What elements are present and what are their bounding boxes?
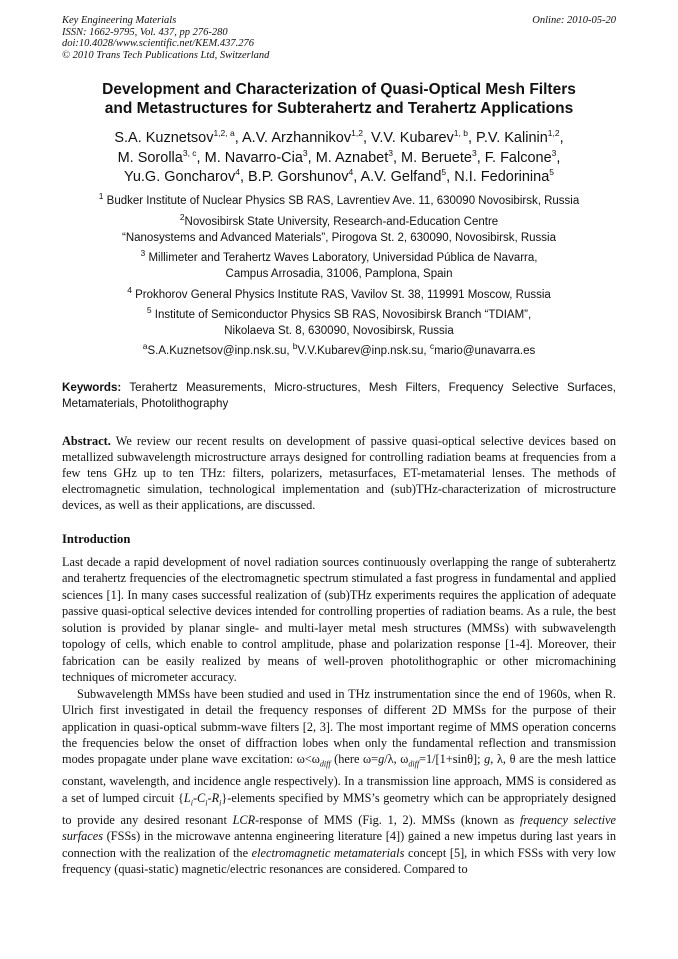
paragraph: Last decade a rapid development of novel radiation sources continuously overlapping the range of subterahertz and terahertz frequencies of the electromagnetic spectrum stimulated a fast progress in fundamental and applied sciences [1]. In many cases successful realization of (sub)THz experiments requires the application of adequate passive quasi-optical selective devices intended for controlling properties of radiation beams. As a rule, the best solution is provided by planar single- and multi-layer metal mesh structures (MMSs) with subwavelength topology of cells, which enable to control amplitude, phase and polarization response [1-4]. Moreover, their fabrication can be easily realized by means of well-proven photolithographic or other micromachining techniques of micrometer accuracy. (62, 555, 616, 685)
email-link[interactable]: S.A.Kuznetsov@inp.nsk.su (147, 345, 287, 357)
journal-doi: doi:10.4028/www.scientific.net/KEM.437.276 (62, 38, 254, 49)
affiliation-4: $^4$ Prokhorov General Physics Institute RAS, Vavilov St. 38, 119991 Moscow, Russia (127, 285, 551, 301)
keywords-text: Terahertz Measurements, Micro-structures, Mesh Filters, Frequency Selective Surfaces, Metamaterials, Photolithography (62, 381, 616, 410)
affiliation-1: $^1$ Budker Institute of Nuclear Physics SB RAS, Lavrentiev Ave. 11, 630090 Novosibirsk, Russia (98, 191, 580, 207)
paragraph: Subwavelength MMSs have been studied and used in THz instrumentation since the end of 1960s, when R. Ulrich first investigated in detail the frequency responses of different 2D MMSs for the purpose of their application in quasi-optical submm-wave filters [2, 3]. The most important regime of MMS operation concerns the frequencies below the onset of diffraction lobes when only the fundamental reflection and transmission modes propagate under plane wave excitation: $\omega<\omega_{diff}$ (here ω=g/λ, $\omega_{diff}=1/[1+\sin\theta]$; g, λ, θ are the mesh lattice constant, wavelength, and incidence angle respectively). In a transmission line approach, MMS is considered as a set of lumped circuit $\{L_i-C_i-R_i\}$-elements specified by MMS’s geometry which can be appropriately designed to provide any desired resonant LCR-response of MMS (Fig. 1, 2). MMSs (known as frequency selective surfaces (FSSs) in the microwave antenna engineering literature [4]) gained a new impetus during last years in connection with the realization of the electromagnetic metamaterials concept [5], in which FSSs with very low frequency (quasi-static) magnetic/electric resonances are considered. Compared to (62, 686, 616, 877)
keywords-label: Keywords: (62, 381, 122, 394)
author-line: S.A. Kuznetsov$^{1,2, a}$, A.V. Arzhannikov$^{1,2}$, V.V. Kubarev$^{1, b}$, P.V. Kalinin$^{1,2}$, (114, 128, 564, 146)
abstract-label: Abstract. (62, 434, 111, 448)
online-date: Online: 2010-05-20 (532, 15, 616, 26)
introduction-body (62, 554, 616, 878)
contact-emails: $^a$S.A.Kuznetsov@inp.nsk.su, $^b$V.V.Kubarev@inp.nsk.su, $^c$mario@unavarra.es (142, 341, 536, 357)
author-line: Yu.G. Goncharov$^4$, B.P. Gorshunov$^4$, A.V. Gelfand$^5$, N.I. Fedorinina$^5$ (123, 167, 555, 185)
paper-title (62, 80, 616, 118)
author-line: M. Sorolla$^{3, c}$, M. Navarro-Cia$^3$, M. Aznabet$^3$, M. Beruete$^3$, F. Falcone$^3$, (117, 147, 561, 166)
email-link[interactable]: V.V.Kubarev@inp.nsk.su (297, 345, 424, 357)
affiliation-2: $^2$Novosibirsk State University, Research-and-Education Centre “Nanosystems and Advanced Materials”, Pirogova St. 2, 630090, Novosibirsk, Russia (121, 212, 556, 244)
journal-header (62, 15, 616, 61)
affiliation-3: $^3$ Millimeter and Terahertz Waves Laboratory, Universidad Pública de Navarra, Campus Arrosadia, 31006, Pamplona, Spain (140, 248, 538, 280)
abstract (62, 433, 616, 513)
email-link[interactable]: mario@unavarra.es (434, 345, 536, 357)
abstract-text: We review our recent results on development of passive quasi-optical selective devices based on metallized subwavelength microstructure arrays designed for controlling radiation beams at frequencies from a few tens GHz up to ten THz: filters, polarizers, metasurfaces, ET-metamaterial lenses. The methods of electromagnetic simulation, technological implementation and (sub)THz-characterization of microstructure devices, as well as their applications, are discussed. (62, 434, 616, 512)
affiliation-5: $^5$ Institute of Semiconductor Physics SB RAS, Novosibirsk Branch “TDIAM”, Nikolaeva St. 8, 630090, Novosibirsk, Russia (146, 305, 532, 337)
journal-issn: ISSN: 1662-9795, Vol. 437, pp 276-280 (62, 26, 228, 38)
journal-name: Key Engineering Materials (62, 15, 177, 26)
journal-copyright: © 2010 Trans Tech Publications Ltd, Switzerland (62, 49, 270, 61)
title-line: Development and Characterization of Quasi-Optical Mesh Filters (102, 81, 576, 98)
title-line: and Metastructures for Subterahertz and Terahertz Applications (104, 100, 574, 117)
author-list (62, 129, 616, 188)
keywords (62, 380, 616, 411)
section-heading: Introduction (62, 532, 131, 546)
